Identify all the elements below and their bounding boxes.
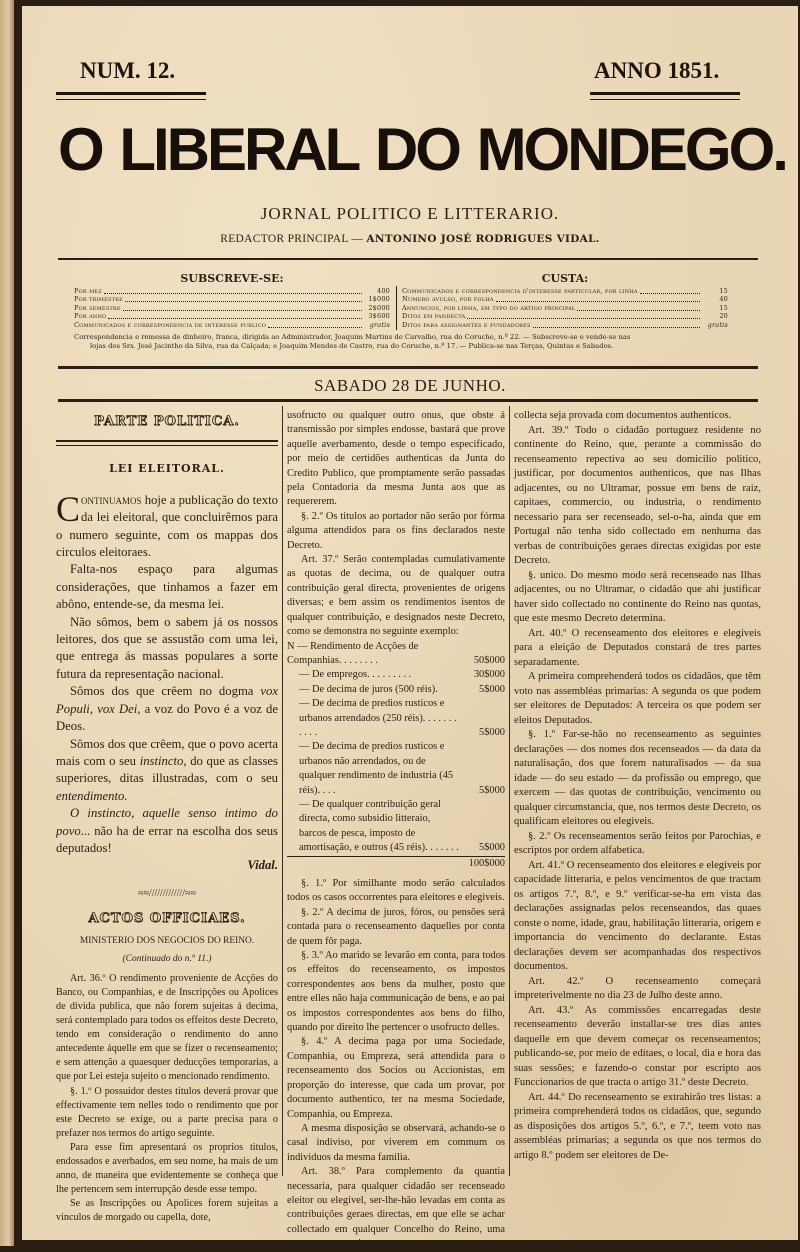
header-rule-right	[590, 92, 740, 100]
leader-dots	[108, 312, 362, 319]
example-row	[287, 697, 505, 740]
leader-dots	[123, 304, 362, 311]
leader-dots	[577, 304, 700, 311]
article-paragraph: Para esse fim apresentará os proprios titulos, endossados e averbados, em seu nome, ha mais de um anno, de maneira que evidentemente se conheça que lhe pertencem sem interrupção desde esse tempo.	[56, 1141, 278, 1196]
costs-row	[402, 287, 728, 295]
redactor-label: REDACTOR PRINCIPAL —	[220, 233, 364, 245]
example-value: 5$000	[479, 784, 505, 796]
column-3	[514, 409, 761, 1163]
article-paragraph: Art. 37.º Serão contempladas cumulativamente as quotas de decima, ou de qualquer outra contribuição geral directa, provenientes de origens diversas; e bem assim os rendimentos isentos de qualquer contribuição, e designados neste Decreto, como se demonstra no seguinte exemplo:	[287, 554, 505, 638]
emphasis: O instincto, aquelle senso intimo do povo	[56, 806, 278, 838]
date-rule-bottom	[58, 399, 758, 402]
masthead-title: O LIBERAL DO MONDEGO.	[58, 116, 786, 183]
example-row	[287, 668, 505, 682]
article-paragraph: A mesma disposição se observará, achando-se o casal indiviso, por viverem em commum os individuos da mesma familia.	[287, 1122, 505, 1163]
subscription-row	[74, 312, 390, 320]
subscription-row	[74, 321, 390, 329]
article-paragraph: Falta-nos espaço para algumas considerações, que tinhamos a fazer em abôno, entende-se, da mesma lei.	[56, 562, 278, 612]
article-paragraph: Art. 42.º O recenseamento começará impreterivelmente no dia 23 de Julho deste anno.	[514, 975, 761, 1001]
article-paragraph: A primeira comprehenderá todos os cidadãos, que têm voto nas assembléas primarias: A segunda os que podem ser eleitores de Deputados: A terceira os que podem ser eleitos Deputados.	[514, 671, 761, 726]
example-value: 5$000	[479, 726, 505, 738]
rate-value: 400	[376, 287, 390, 295]
subscription-row	[74, 287, 390, 295]
example-total: 100$000	[287, 856, 505, 871]
article-paragraph: §. 2.º Os recenseamentos serão feitos por Parochias, e escriptos por ordem alfabetica.	[514, 830, 761, 856]
cost-value: gratis	[707, 320, 728, 329]
paragraph-text: hoje a publicação do texto da lei eleitoral, que concluirêmos para o numero seguinte, com os mappas dos circulos eleitoraes.	[56, 492, 278, 560]
leader-dots	[533, 321, 700, 328]
example-desc: — De decima de predios rusticos e urbanos não arrendados, ou de qualquer rendimento de industria (45 réis). . . .	[299, 741, 454, 796]
example-row	[287, 798, 505, 856]
column-rule	[509, 406, 510, 1176]
article-paragraph	[56, 488, 278, 562]
rate-label: Por mez	[74, 287, 102, 295]
example-desc: — De empregos. . . . . . . . .	[299, 669, 412, 681]
leader-dots	[104, 287, 362, 294]
drop-cap: C	[56, 488, 81, 529]
newspaper-page	[22, 6, 798, 1250]
latin-phrase: vox Dei	[97, 701, 138, 716]
issue-year: ANNO 1851.	[594, 58, 720, 83]
cost-label: Ditos em pandecta	[402, 312, 466, 321]
paragraph-text: , do que as classes superiores, ditas illustradas, com o seu	[56, 753, 278, 786]
article-paragraph: §. unico. Do mesmo modo será recenseado nas Ilhas adjacentes, ou no Ultramar, o cidadão que ahi justificar haver sido collectado no continente do Reino nas quotas, que este mesmo Decreto determina.	[514, 569, 761, 624]
costs-row	[402, 295, 728, 303]
paragraph-text: ,	[89, 701, 98, 716]
redactor-line	[22, 233, 798, 245]
article-paragraph: §. 2.º Os titulos ao portador não serão por fórma alguma attendidos para os fins declarados neste Decreto.	[287, 510, 505, 551]
subscription-box	[74, 272, 390, 329]
article-paragraph: Art. 39.º Todo o cidadão portuguez residente no continente do Reino, que, perante a commissão do recenseamento repectiva ao seu domicilio politico, justificar, por documentos authenticos, que nas Ilhas adjacentes, ou no Ultramar, possue em bens de raiz, capitaes, commercio, ou industria, o rendimento necessario para ser recenseado, sel-o-ha, ainda que em Portugal não tenha sido collectado em nenhuma das verbas de contribuições geraes directas exigidas por este Decreto.	[514, 424, 761, 566]
cost-value: 20	[719, 312, 728, 321]
article-title: LEI ELEITORAL.	[109, 462, 225, 476]
example-desc: — De decima de juros (500 réis).	[299, 683, 438, 695]
rate-label: Communicados e correspondencia de interesse publico	[74, 320, 267, 329]
costs-row	[402, 304, 728, 312]
issue-date: SABADO 28 DE JUNHO.	[314, 376, 506, 395]
issue-number: NUM. 12.	[80, 58, 176, 83]
article-paragraph: collecta seja provada com documentos authenticos.	[514, 410, 732, 421]
latin-phrase: vox Populi	[56, 684, 278, 716]
article-paragraph: §. 1.º O possuidor destes titulos deverá provar que effectivamente tem nelles todo o rendimento que por este Decreto se exige, ou a parte precisa para o prefazer nos termos do artigo seguinte.	[56, 1085, 278, 1139]
redactor-name: ANTONINO JOSÉ RODRIGUES VIDAL.	[366, 233, 600, 245]
rate-label: Por trimestre	[74, 295, 123, 304]
book-binding	[0, 0, 14, 1246]
example-desc: N — Rendimento de Acções de Companhias. . . . . . . .	[287, 640, 419, 666]
leader-dots	[496, 295, 700, 302]
article-paragraph: §. 4.º A decima paga por uma Sociedade, Companhia, ou Empreza, será attendida para o recenseamento dos Socios ou Accionistas, em proporção do interesse, que cada um provar, por documento authentico, ter na mesma Sociedade, Companhia, ou Empreza.	[287, 1036, 505, 1120]
leader-dots	[125, 295, 362, 302]
ornament-divider: ≈≈/////////////≈≈	[137, 887, 197, 899]
article-paragraph	[56, 805, 278, 857]
article-paragraph: §. 3.º Ao marido se levarão em conta, para todos os effeitos do recenseamento, os impostos correspondentes aos bens da mulher, posto que entre elles não haja communicação de bens, e ao pai os impostos correspondentes aos bens do filho, quando por direito lhe pertencer o usofructo delles.	[287, 950, 505, 1034]
cost-label: Ditos para assignantes e fundadores	[402, 320, 531, 329]
cost-value: 15	[719, 303, 728, 312]
article-paragraph: usofructo ou qualquer outro onus, que obste á transmissão por simples endosse, bastará que prove aquelle averbamento, desde o tempo especificado, por meio de certidões authenticas da Junta do Credito Publico, que promptamente serão passadas pela Contadoria da mesma Junta aos que as requererem.	[287, 410, 505, 508]
example-value: 50$000	[473, 654, 505, 666]
article-paragraph: Se as Inscripções ou Apolices forem sujeitas a vinculos de morgado ou capella, dote,	[56, 1198, 278, 1224]
binding-shadow	[14, 0, 22, 1246]
example-row	[287, 683, 505, 697]
cost-label: Annuncios, por linha, em typo do artigo principal	[402, 303, 576, 312]
costs-box	[402, 272, 728, 329]
correspondence-note-1: Correspondencia e remessa de dinheiro, franca, dirigida ao Administrador, Joaquim Martins de Carvalho, rua do Coruche, n.º 22. — Subscreve-se e vende-se nas	[74, 333, 631, 341]
article-paragraph	[56, 683, 278, 735]
subscription-title: SUBSCREVE-SE:	[180, 272, 284, 285]
paragraph-text: ... não ha de errar na escolha dos seus deputados!	[56, 823, 278, 855]
leader-dots	[268, 321, 362, 328]
section-rule	[56, 440, 278, 446]
subscription-row	[74, 304, 390, 312]
costs-row	[402, 321, 728, 329]
column-2	[287, 409, 505, 1252]
emphasis: instincto	[139, 753, 184, 768]
rate-value: 2$000	[368, 303, 390, 312]
rate-value: gratis	[369, 320, 390, 329]
costs-title: CUSTA:	[541, 272, 589, 285]
example-desc: — De qualquer contribuição geral directa, como subsidio litteraio, barcos de pesca, imposto de amortisação, e outros (45 réis). . . . . . .	[299, 798, 459, 854]
leader-dots	[640, 287, 700, 294]
example-row	[287, 740, 505, 798]
example-value: 30$000	[473, 669, 505, 681]
leader-dots	[467, 312, 700, 319]
subscription-row	[74, 295, 390, 303]
cost-value: 15	[719, 287, 728, 295]
rate-label: Por anno	[74, 312, 107, 321]
first-word: ontinuamos	[81, 492, 142, 507]
rate-value: 3$600	[368, 312, 390, 321]
article-paragraph: Art. 43.º As commissões encarregadas deste recenseamento deverão installar-se tres dias antes daquelle em que devem começar os recenseamentos; publicando-se, por meio de editaes, o local, dia e hora das suas sessões; e fazendo-o constar por escripto aos Funccionarios de que tracta o artigo 31.º deste Decreto.	[514, 1004, 761, 1088]
example-row	[287, 640, 505, 669]
article-paragraph: §. 1.º Far-se-hão no recenseamento as seguintes declarações — dos nomes dos recenseados — da data da naturalisação, dos que forem naturalisados — da sua idade — do seu estado — da profissão ou emprego, que exercem — das quotas de contribuição, vencimento ou qualquer circumstancia, que, nos termos deste Decreto, os qualificam eleitores ou elegiveis.	[514, 729, 761, 827]
ministry-heading: MINISTERIO DOS NEGOCIOS DO REINO.	[79, 935, 255, 946]
cost-label: Numero avulso, por folha	[402, 295, 494, 304]
box-divider	[396, 286, 397, 330]
cost-value: 40	[719, 295, 728, 304]
column-1	[56, 409, 278, 1225]
article-paragraph: Art. 41.º O recenseamento dos eleitores e elegiveis por capacidade litteraria, e pelos vencimentos de que tractam os artigos 7.º, 8.º, e 9.º verificar-se-ha em vista das declarações assignadas pelos recenseandos, das quaes conste o nome, idade, grau, habilitação litteraria, origem e importancia do vencimento do declarante. Estas declarações devem ser acompanhadas dos respectivos documentos.	[514, 859, 761, 972]
example-value: 5$000	[479, 683, 505, 695]
costs-row	[402, 312, 728, 320]
example-value: 5$000	[479, 842, 505, 854]
header-rule-left	[56, 92, 206, 100]
income-example-table	[287, 640, 505, 872]
cost-label: Communicados e correspondencia d'interesse particular, por linha	[402, 287, 638, 295]
article-paragraph: Art. 36.º O rendimento proveniente de Acções do Banco, ou Companhias, e de Inscripções ou Apolices de divida publica, que não forem sujeitas á decima, será contemplado para todos os effeitos deste Decreto, tendo em consideração o rendimento do anno antecedente áquelle em que se fizer o recenseamento; e sem attenção a quaesquer deducções temporarias, a que por Lei esteja sujeito o mencionado rendimento.	[56, 972, 278, 1083]
article-paragraph: Não sômos, bem o sabem já os nossos leitores, dos que se assustão com uma lei, que entrega ás massas populares a sorte futura da representação nacional.	[56, 614, 278, 681]
example-desc: — De decima de predios rusticos e urbanos arrendados (250 réis). . . . . . . . . . .	[299, 698, 457, 738]
rate-label: Por semestre	[74, 303, 121, 312]
paragraph-text: , a voz do Povo é a voz de Deos.	[56, 701, 278, 734]
date-rule-top	[58, 366, 758, 369]
section-parte-politica: PARTE POLITICA.	[94, 414, 240, 429]
masthead-rule	[58, 258, 758, 260]
article-paragraph: Art. 44.º Do recenseamento se extrahirão tres listas: a primeira comprehenderá todos os cidadãos, que, segundo as disposições dos artigos 5.º, 6.º, e 7.º, teem voto nas assembléas primarias; a segunda os que nos termos do artigo 8.º podem ser eleitores de De-	[514, 1091, 761, 1161]
column-rule	[282, 406, 283, 1176]
article-paragraph: §. 1.º Por similhante modo serão calculados todos os casos occorrentes para eleitores e elegiveis.	[287, 878, 505, 904]
continuation-note: (Continuado do n.º 11.)	[122, 953, 212, 964]
paragraph-text: Sômos dos que crêem, que o povo acerta mais com o seu	[56, 736, 278, 768]
article-paragraph: Art. 38.º Para complemento da quantia necessaria, para qualquer cidadão ser recenseado eleitor ou elegivel, ser-lhe-hão levadas em conta as contribuições geraes directas, em que elle se achar collectado em qualquer Concelho do Reino, uma vez que a respectiva	[287, 1166, 505, 1250]
article-paragraph	[56, 736, 278, 806]
signature: Vidal.	[247, 858, 278, 873]
rate-value: 1$000	[368, 295, 390, 304]
correspondence-note-2: lojas dos Srs. José Jacintho da Silva, rua da Calçada; e Joaquim Mendes de Castro, rua do Coruche, n.º 17. — Publica-se nas Terças, Quintas e Sabados.	[90, 342, 614, 350]
section-actos-officiaes: ACTOS OFFICIAES.	[88, 911, 246, 927]
emphasis: entendimento.	[56, 788, 128, 803]
masthead-subtitle: JORNAL POLITICO E LITTERARIO.	[260, 204, 560, 223]
article-paragraph: §. 2.º A decima de juros, fóros, ou pensões será contada para o recenseamento daquelles por conta de quem fôr paga.	[287, 906, 505, 947]
article-paragraph: Art. 40.º O recenseamento dos eleitores e elegiveis para a eleição de Deputados constará de tres partes separadamente.	[514, 627, 761, 668]
paragraph-text: Sômos dos que crêem no dogma	[70, 684, 261, 699]
